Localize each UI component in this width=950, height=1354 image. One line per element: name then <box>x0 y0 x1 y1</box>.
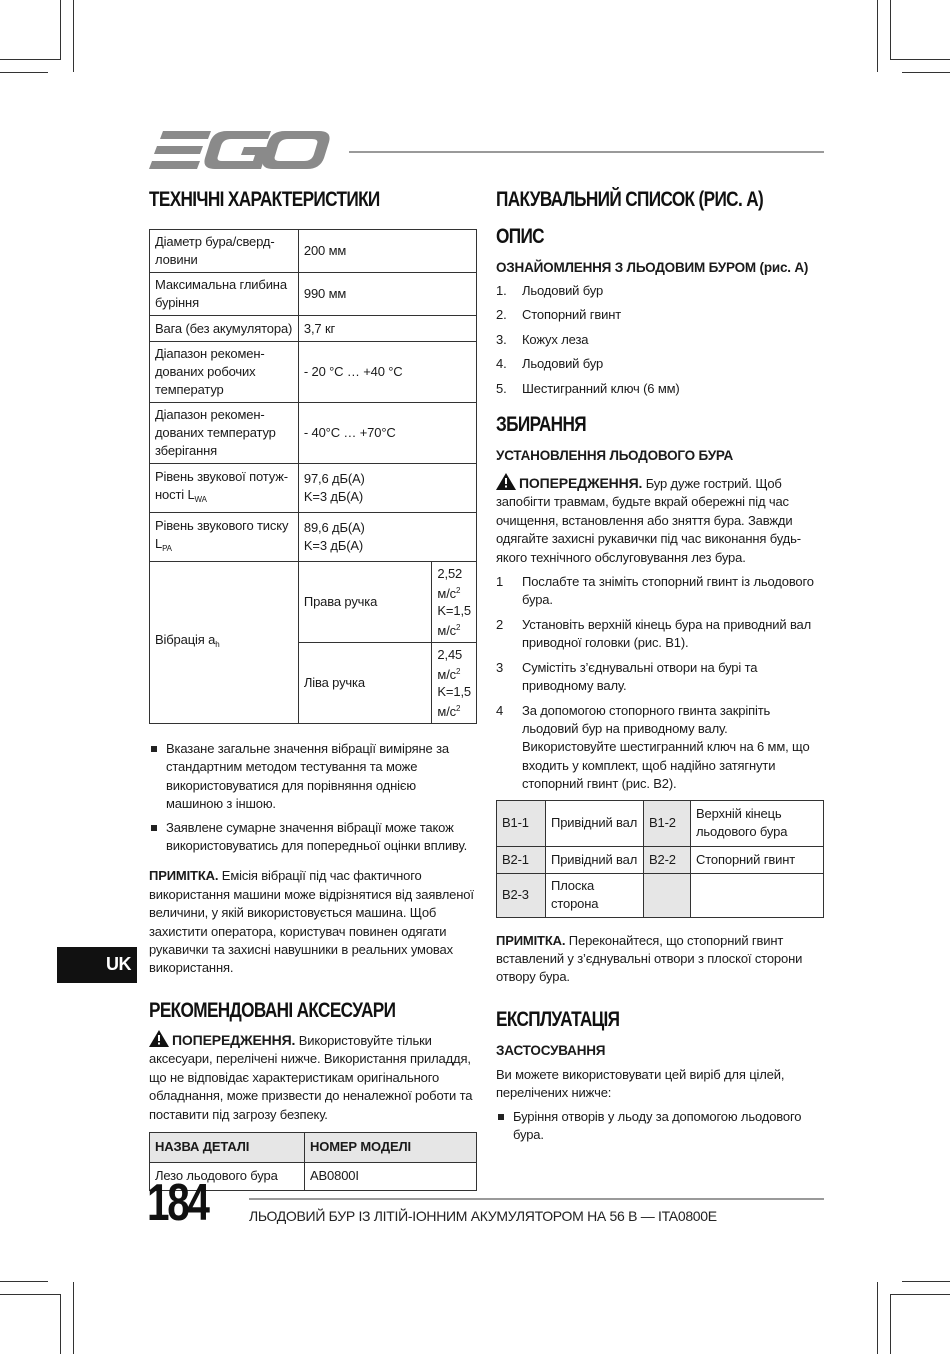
vibration-left-label: Ліва ручка <box>298 643 432 724</box>
note-label: ПРИМІТКА. <box>496 932 566 948</box>
item-number: 5. <box>496 380 507 396</box>
sound-power-sub: WA <box>194 494 207 504</box>
warning-triangle-icon <box>149 1030 169 1047</box>
figure-legend-table <box>496 800 824 918</box>
list-item <box>149 819 474 856</box>
warning-text: Використовуйте тільки аксесуари, перелічені нижче. Використання приладдя, що не відповідає характеристикам оригінального обладнання, може призвести до неналежної роботи та поставити під загрозу безпеку. <box>149 1032 473 1122</box>
sound-pressure-label: Рівень звукового тиску L <box>155 517 289 551</box>
bullet-square-icon <box>498 1114 504 1120</box>
usage-text: Ви можете використовувати цей виріб для цілей, перелічених нижче: <box>496 1066 785 1101</box>
packing-heading: ПАКУВАЛЬНИЙ СПИСОК (РИС. A) <box>496 188 764 211</box>
step-number: 4 <box>496 702 504 718</box>
note-text: Емісія вібрації під час фактичного використання машини може відрізнятися від заявленої величини, у якій використовується машина. Щоб захистити оператора, користувач повинен одягати рукавички та захисні навушники в реальних умовах використання. <box>149 868 474 976</box>
header-rule <box>349 151 824 153</box>
table-header-row <box>150 1132 477 1162</box>
list-item <box>149 740 474 814</box>
vib-left-val: 2,45 м/с <box>437 647 463 682</box>
table-cell-code: B2-2 <box>644 846 691 873</box>
crop-mark <box>902 1281 950 1282</box>
table-cell: Верхній кінець льодового бура <box>691 800 824 846</box>
crop-mark <box>877 0 878 72</box>
item-number: 1. <box>496 283 507 298</box>
bullet-square-icon <box>151 746 157 752</box>
warning-label: ПОПЕРЕДЖЕННЯ. <box>519 475 643 492</box>
crop-mark <box>0 1294 60 1295</box>
ego-logo <box>149 130 331 170</box>
vibration-sub: h <box>215 640 220 649</box>
parts-list <box>496 282 824 398</box>
spec-label: Діаметр бура/свердловини <box>150 230 299 273</box>
bullet-text: Заявлене сумарне значення вібрації може також використовуватись для попередньої оцінки впливу. <box>166 819 468 854</box>
vibration-note <box>149 867 477 977</box>
crop-mark <box>73 1282 74 1354</box>
step-number: 1 <box>496 574 504 590</box>
spec-label: Діапазон рекомендованих температур зберігання <box>150 403 299 464</box>
table-cell: Лезо льодового бура <box>150 1162 305 1190</box>
spec-value <box>298 464 476 513</box>
assembly-heading: ЗБИРАННЯ <box>496 413 586 437</box>
spec-row-sound-power <box>150 464 477 513</box>
item-number: 3. <box>496 331 507 347</box>
spec-label: Діапазон рекомендованих робочих температур <box>150 342 299 403</box>
list-item <box>496 616 824 653</box>
list-item <box>496 573 824 610</box>
sound-power-k: K=3 дБ(A) <box>303 489 364 504</box>
crop-mark <box>877 1282 878 1354</box>
operation-heading: ЕКСПЛУАТАЦІЯ <box>496 1007 620 1031</box>
crop-mark <box>0 1281 48 1282</box>
list-item <box>496 702 824 794</box>
install-subheading: УСТАНОВЛЕННЯ ЛЬОДОВОГО БУРА <box>496 448 734 464</box>
list-item <box>496 380 824 398</box>
step-text: Установіть верхній кінець бура на приводний вал приводної головки (рис. B1). <box>522 616 812 651</box>
vib-right-k: K=1,5 м/с <box>437 603 471 638</box>
table-row <box>497 846 824 873</box>
item-number: 2. <box>496 307 507 323</box>
spec-value: 200 мм <box>298 230 476 273</box>
sound-pressure-sub: PA <box>162 543 172 553</box>
spec-value <box>298 513 476 562</box>
table-row <box>497 800 824 846</box>
crop-mark <box>902 72 950 73</box>
vib-right-sup: 2 <box>456 586 461 595</box>
bullet-text: Буріння отворів у льоду за допомогою льодового бура. <box>513 1108 802 1142</box>
item-text: Кожух леза <box>522 331 589 347</box>
warning-triangle-icon <box>496 473 516 490</box>
step-number: 3 <box>496 659 504 675</box>
table-row <box>497 873 824 917</box>
table-cell: AB0800I <box>305 1162 477 1190</box>
spec-row-vibration <box>150 562 477 643</box>
step-text: Сумістіть з’єднувальні отвори на бурі та приводному валу. <box>522 659 758 694</box>
spec-label <box>150 513 299 562</box>
bullet-square-icon <box>151 825 157 831</box>
warning-text: Бур дуже гострий. Щоб запобігти травмам, будьте вкрай обережні під час очищення, встановлення або зняття бура. Завжди одягайте захисні рукавички під час виконання будь-якого технічного обслуговування лез бура. <box>496 476 801 565</box>
item-text: Стопорний гвинт <box>522 307 622 323</box>
vib-right-k-sup: 2 <box>456 623 461 632</box>
table-cell: Плоска сторона <box>546 873 644 917</box>
step-number: 2 <box>496 616 504 632</box>
spec-label <box>150 464 299 513</box>
vibration-right-value <box>432 562 477 643</box>
vibration-label: Вібрація a <box>155 632 216 647</box>
usage-list <box>496 1108 824 1145</box>
crop-mark <box>890 1294 891 1354</box>
intro-subheading: ОЗНАЙОМЛЕННЯ З ЛЬОДОВИМ БУРОМ (рис. A) <box>496 260 809 275</box>
spec-label <box>150 562 299 724</box>
crop-mark <box>73 0 74 72</box>
vib-right-val: 2,52 м/с <box>437 566 463 601</box>
crop-mark <box>60 0 61 60</box>
spec-label: Максимальна глибина буріння <box>150 273 299 316</box>
assembly-steps <box>496 573 824 793</box>
list-item <box>496 659 824 696</box>
table-cell: Стопорний гвинт <box>691 846 824 873</box>
description-heading: ОПИС <box>496 225 544 248</box>
table-cell-code: B2-1 <box>497 846 546 873</box>
list-item <box>496 355 824 373</box>
list-item <box>496 282 824 300</box>
crop-mark <box>60 1294 61 1354</box>
table-cell-code: B1-1 <box>497 800 546 846</box>
spec-value: 3,7 кг <box>298 316 476 342</box>
spec-row <box>150 273 477 316</box>
vibration-left-value <box>432 643 477 724</box>
specs-heading: ТЕХНІЧНІ ХАРАКТЕРИСТИКИ <box>149 188 380 211</box>
sound-power-label: Рівень звукової потужності L <box>155 468 289 502</box>
list-item <box>496 331 824 349</box>
specs-table <box>149 229 477 724</box>
item-number: 4. <box>496 356 507 372</box>
language-tab <box>57 947 137 983</box>
table-cell-code <box>644 873 691 917</box>
note-text: Переконайтеся, що стопорний гвинт вставлений у з’єднувальні отвори з плоскої сторони отвору бура. <box>496 932 803 985</box>
step-text: За допомогою стопорного гвинта закріпіть льодовий бур на приводному валу. Використовуйте шестигранний ключ на 6 мм, що входить у комплект, щоб надійно затягнути стопорний гвинт (рис. B2). <box>522 702 810 792</box>
crop-mark <box>0 59 60 60</box>
table-cell-code: B2-3 <box>497 873 546 917</box>
bullet-text: Вказане загальне значення вібрації виміряне за стандартним методом тестування та може використовуватися для порівняння однією машиною з іншою. <box>166 741 449 812</box>
spec-row <box>150 403 477 464</box>
vib-left-k: K=1,5 м/с <box>437 684 471 719</box>
vibration-right-label: Права ручка <box>298 562 432 643</box>
note-label: ПРИМІТКА. <box>149 868 219 884</box>
vib-left-k-sup: 2 <box>456 704 461 713</box>
table-cell-code: B1-2 <box>644 800 691 846</box>
accessories-warning <box>149 1030 477 1124</box>
crop-mark <box>0 72 48 73</box>
table-cell <box>691 873 824 917</box>
spec-row-sound-pressure <box>150 513 477 562</box>
assembly-warning <box>496 473 824 567</box>
vibration-notes-list <box>149 740 474 855</box>
crop-mark <box>890 1294 950 1295</box>
footer-title: ЛЬОДОВИЙ БУР ІЗ ЛІТІЙ-ІОННИМ АКУМУЛЯТОРОМ НА 56 В — ITA0800E <box>249 1208 717 1224</box>
usage-subheading: ЗАСТОСУВАННЯ <box>496 1042 606 1058</box>
footer-rule <box>249 1198 824 1200</box>
item-text: Льодовий бур <box>522 283 604 298</box>
list-item <box>496 1108 824 1145</box>
table-cell: Привідний вал <box>546 846 644 873</box>
spec-row <box>150 230 477 273</box>
spec-row <box>150 316 477 342</box>
page-number: 184 <box>147 1174 208 1232</box>
spec-value: 990 мм <box>298 273 476 316</box>
crop-mark <box>890 0 891 60</box>
column-header: НАЗВА ДЕТАЛІ <box>150 1132 305 1162</box>
warning-label: ПОПЕРЕДЖЕННЯ. <box>172 1031 296 1048</box>
spec-row <box>150 342 477 403</box>
language-tab-label: UK <box>106 954 131 974</box>
spec-label: Вага (без акумулятора) <box>150 316 299 342</box>
list-item <box>496 306 824 324</box>
item-text: Шестигранний ключ (6 мм) <box>522 380 680 396</box>
column-header: НОМЕР МОДЕЛІ <box>305 1132 477 1162</box>
item-text: Льодовий бур <box>522 356 604 372</box>
sound-power-value: 97,6 дБ(A) <box>303 471 365 486</box>
vib-left-sup: 2 <box>456 667 461 676</box>
table-cell: Привідний вал <box>546 800 644 846</box>
crop-mark <box>890 59 950 60</box>
sound-pressure-k: K=3 дБ(A) <box>303 538 364 553</box>
assembly-note <box>496 932 824 987</box>
accessories-heading: РЕКОМЕНДОВАНІ АКСЕСУАРИ <box>149 998 396 1022</box>
sound-pressure-value: 89,6 дБ(A) <box>303 520 365 535</box>
spec-value: - 40°C … +70°C <box>298 403 476 464</box>
spec-value: - 20 °C … +40 °C <box>298 342 476 403</box>
step-text: Послабте та зніміть стопорний гвинт із льодового бура. <box>522 574 814 608</box>
